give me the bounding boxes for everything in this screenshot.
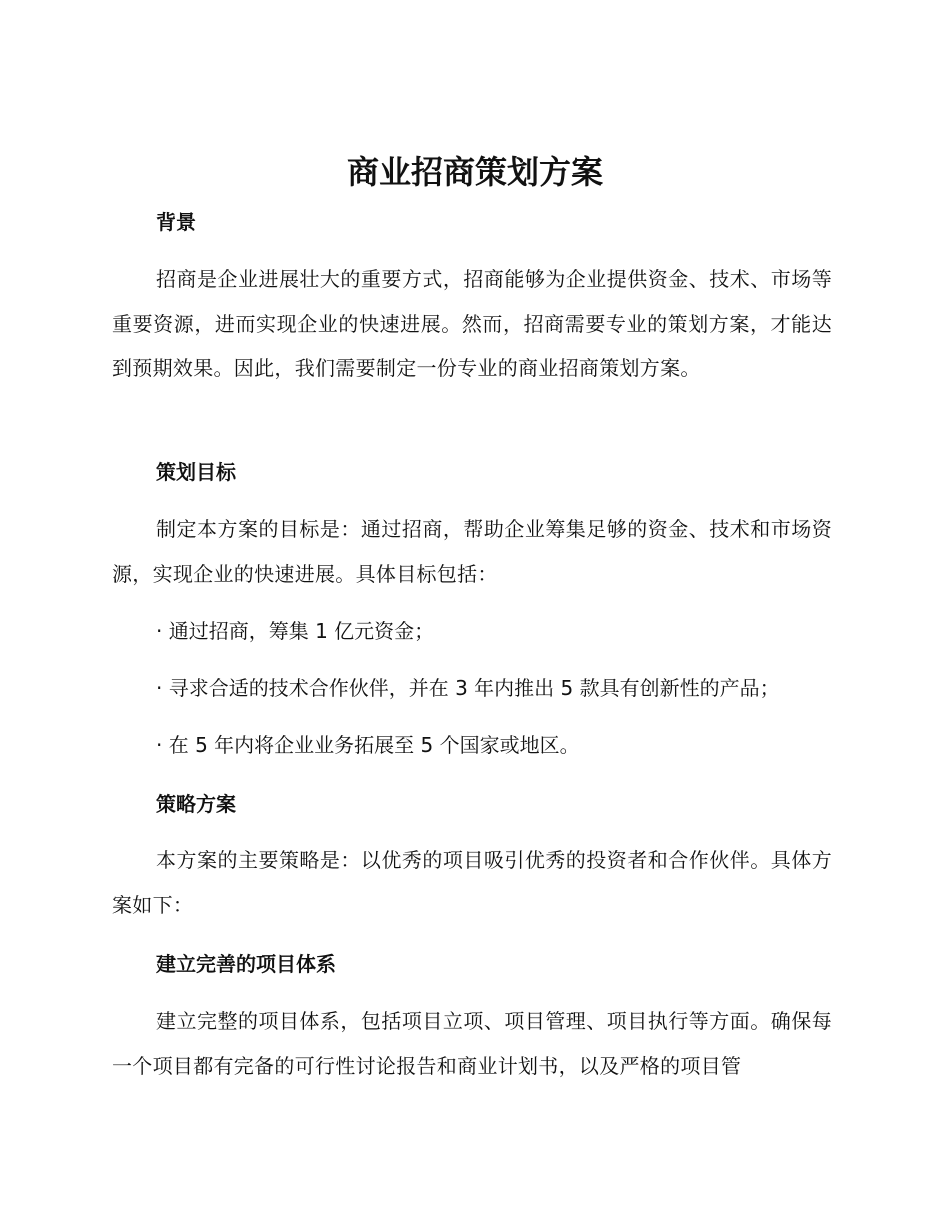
section-heading-strategy: 策略方案 <box>156 792 236 816</box>
section-paragraph-project-system: 建立完整的项目体系，包括项目立项、项目管理、项目执行等方面。确保每一个项目都有完备的可行性讨论报告和商业计划书，以及严格的项目管 <box>112 1009 832 1078</box>
section-paragraph-background: 招商是企业进展壮大的重要方式，招商能够为企业提供资金、技术、市场等重要资源，进而实现企业的快速进展。然而，招商需要专业的策划方案，才能达到预期效果。因此，我们需要制定一份专业的商业招商策划方案。 <box>112 267 832 380</box>
section-heading-background: 背景 <box>156 210 196 234</box>
section-paragraph-goals: 制定本方案的目标是：通过招商，帮助企业筹集足够的资金、技术和市场资源，实现企业的快速进展。具体目标包括： <box>112 517 832 586</box>
goal-bullet-item: · 通过招商，筹集 1 亿元资金； <box>156 619 435 643</box>
document-title: 商业招商策划方案 <box>346 153 603 191</box>
section-paragraph-strategy: 本方案的主要策略是：以优秀的项目吸引优秀的投资者和合作伙伴。具体方案如下： <box>112 848 832 917</box>
section-heading-goals: 策划目标 <box>156 460 236 484</box>
goal-bullet-item: · 在 5 年内将企业业务拓展至 5 个国家或地区。 <box>156 733 580 757</box>
goal-bullet-item: · 寻求合适的技术合作伙伴，并在 3 年内推出 5 款具有创新性的产品； <box>156 676 780 700</box>
section-heading-project-system: 建立完善的项目体系 <box>156 952 336 976</box>
